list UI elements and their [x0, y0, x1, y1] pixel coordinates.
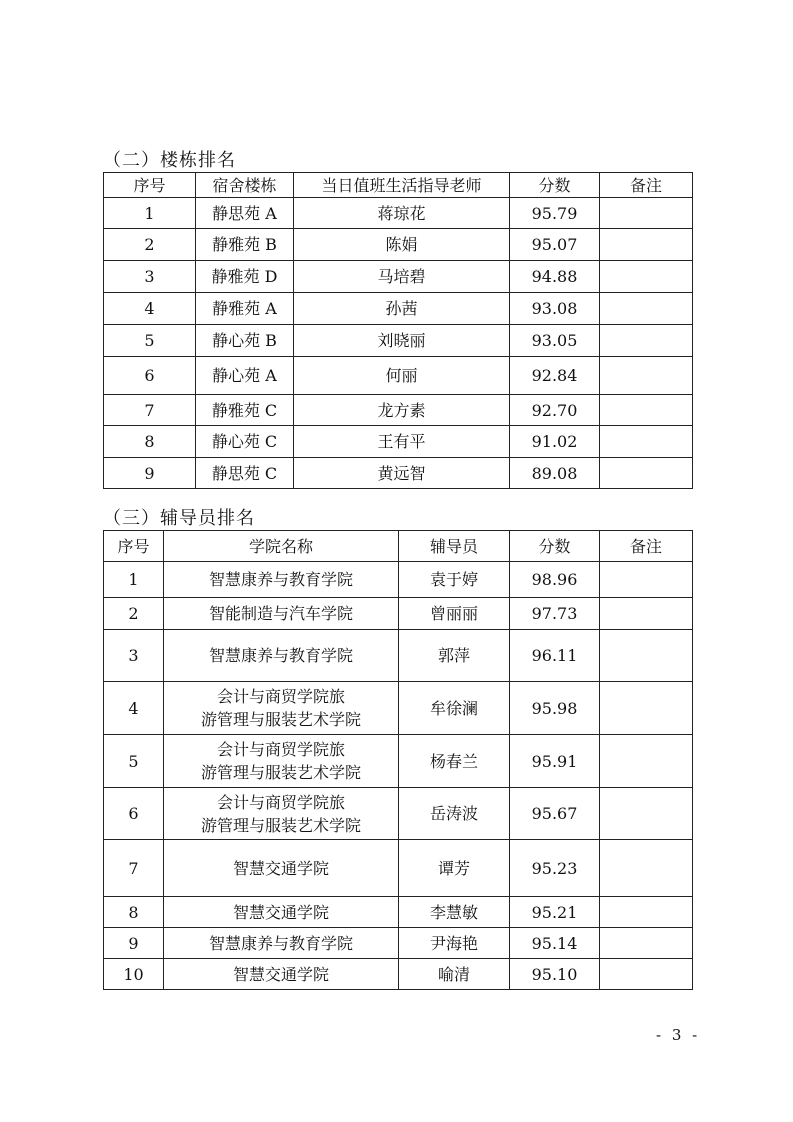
column-header: 序号 — [104, 531, 164, 562]
table-cell: 95.79 — [510, 198, 600, 229]
table-row — [104, 229, 693, 261]
table-cell: 5 — [104, 735, 164, 788]
table-cell: 蒋琼花 — [294, 198, 510, 229]
table-cell — [600, 229, 693, 261]
table-cell: 95.10 — [510, 959, 600, 990]
table-cell — [600, 261, 693, 293]
table-row — [104, 735, 693, 788]
table-row — [104, 630, 693, 682]
table-row — [104, 840, 693, 897]
table-row — [104, 562, 693, 598]
table-cell: 7 — [104, 395, 196, 426]
table-cell: 94.88 — [510, 261, 600, 293]
table-cell: 9 — [104, 458, 196, 489]
table-row — [104, 293, 693, 325]
table-cell — [600, 735, 693, 788]
table-cell: 静雅苑 A — [196, 293, 294, 325]
table-cell: 岳涛波 — [399, 788, 510, 840]
table-cell: 9 — [104, 928, 164, 959]
table-cell — [600, 788, 693, 840]
table-row — [104, 395, 693, 426]
table-cell: 92.70 — [510, 395, 600, 426]
column-header: 分数 — [510, 531, 600, 562]
table-row — [104, 788, 693, 840]
building-ranking-table — [103, 172, 693, 489]
table-cell: 牟徐澜 — [399, 682, 510, 735]
table-row — [104, 261, 693, 293]
table-cell: 95.23 — [510, 840, 600, 897]
table-cell: 2 — [104, 598, 164, 630]
table-row — [104, 897, 693, 928]
table-cell — [600, 630, 693, 682]
table-cell: 黄远智 — [294, 458, 510, 489]
table-cell: 李慧敏 — [399, 897, 510, 928]
table-cell — [600, 928, 693, 959]
column-header: 备注 — [600, 531, 693, 562]
table-header-row — [104, 531, 693, 562]
table-row — [104, 598, 693, 630]
table-cell: 陈娟 — [294, 229, 510, 261]
table-cell — [600, 325, 693, 357]
table-cell: 智能制造与汽车学院 — [164, 598, 399, 630]
counselor-ranking-table — [103, 530, 693, 990]
table-row — [104, 426, 693, 458]
column-header: 学院名称 — [164, 531, 399, 562]
table-cell — [600, 840, 693, 897]
table-cell: 4 — [104, 682, 164, 735]
table-cell: 3 — [104, 630, 164, 682]
table-cell: 1 — [104, 562, 164, 598]
table-cell: 何丽 — [294, 357, 510, 395]
table-cell: 会计与商贸学院旅 游管理与服装艺术学院 — [164, 735, 399, 788]
table-cell — [600, 458, 693, 489]
table-cell: 智慧康养与教育学院 — [164, 630, 399, 682]
table-cell: 95.67 — [510, 788, 600, 840]
table-cell: 97.73 — [510, 598, 600, 630]
table-cell: 龙方素 — [294, 395, 510, 426]
table-cell: 静雅苑 D — [196, 261, 294, 293]
table-cell: 静心苑 C — [196, 426, 294, 458]
table-cell: 98.96 — [510, 562, 600, 598]
table-cell: 杨春兰 — [399, 735, 510, 788]
column-header: 宿舍楼栋 — [196, 173, 294, 198]
table-cell — [600, 562, 693, 598]
table-cell: 会计与商贸学院旅 游管理与服装艺术学院 — [164, 682, 399, 735]
table-cell: 6 — [104, 357, 196, 395]
table-cell: 4 — [104, 293, 196, 325]
table-cell: 93.08 — [510, 293, 600, 325]
table-cell: 89.08 — [510, 458, 600, 489]
table-cell: 93.05 — [510, 325, 600, 357]
table-cell: 智慧康养与教育学院 — [164, 562, 399, 598]
table-cell: 7 — [104, 840, 164, 897]
table-cell: 孙茜 — [294, 293, 510, 325]
table-cell: 静思苑 C — [196, 458, 294, 489]
table-row — [104, 959, 693, 990]
table-cell: 95.14 — [510, 928, 600, 959]
table-cell: 2 — [104, 229, 196, 261]
table-cell: 8 — [104, 426, 196, 458]
table-cell: 谭芳 — [399, 840, 510, 897]
table-row — [104, 682, 693, 735]
table-cell: 静心苑 A — [196, 357, 294, 395]
table-cell — [600, 293, 693, 325]
table-cell: 95.91 — [510, 735, 600, 788]
table-cell: 会计与商贸学院旅 游管理与服装艺术学院 — [164, 788, 399, 840]
table-cell: 智慧交通学院 — [164, 840, 399, 897]
table-cell: 静雅苑 B — [196, 229, 294, 261]
table-cell: 96.11 — [510, 630, 600, 682]
table-cell: 智慧交通学院 — [164, 959, 399, 990]
table-header-row — [104, 173, 693, 198]
table-cell — [600, 959, 693, 990]
table-cell — [600, 395, 693, 426]
table-cell: 6 — [104, 788, 164, 840]
section3-title: （三）辅导员排名 — [103, 508, 255, 529]
table-cell — [600, 357, 693, 395]
table-cell — [600, 426, 693, 458]
table-cell: 10 — [104, 959, 164, 990]
table-cell: 马培碧 — [294, 261, 510, 293]
table-row — [104, 458, 693, 489]
table-row — [104, 198, 693, 229]
table-cell: 郭萍 — [399, 630, 510, 682]
table-cell: 95.21 — [510, 897, 600, 928]
table-cell — [600, 198, 693, 229]
table-cell: 智慧交通学院 — [164, 897, 399, 928]
table-cell: 91.02 — [510, 426, 600, 458]
table-cell — [600, 598, 693, 630]
table-cell: 智慧康养与教育学院 — [164, 928, 399, 959]
table-cell: 袁于婷 — [399, 562, 510, 598]
table-cell: 静雅苑 C — [196, 395, 294, 426]
table-cell: 静心苑 B — [196, 325, 294, 357]
table-cell: 王有平 — [294, 426, 510, 458]
table-row — [104, 357, 693, 395]
column-header: 分数 — [510, 173, 600, 198]
table-cell: 静思苑 A — [196, 198, 294, 229]
page-number: - 3 - — [656, 1026, 701, 1044]
table-row — [104, 928, 693, 959]
table-cell: 3 — [104, 261, 196, 293]
column-header: 序号 — [104, 173, 196, 198]
table-cell: 喻清 — [399, 959, 510, 990]
table-cell: 1 — [104, 198, 196, 229]
table-cell: 92.84 — [510, 357, 600, 395]
table-cell: 95.98 — [510, 682, 600, 735]
column-header: 备注 — [600, 173, 693, 198]
table-cell: 刘晓丽 — [294, 325, 510, 357]
column-header: 当日值班生活指导老师 — [294, 173, 510, 198]
table-cell: 曾丽丽 — [399, 598, 510, 630]
table-cell: 尹海艳 — [399, 928, 510, 959]
table-row — [104, 325, 693, 357]
section2-title: （二）楼栋排名 — [103, 150, 236, 171]
table-cell: 8 — [104, 897, 164, 928]
table-cell — [600, 897, 693, 928]
table-cell — [600, 682, 693, 735]
table-cell: 5 — [104, 325, 196, 357]
table-cell: 95.07 — [510, 229, 600, 261]
column-header: 辅导员 — [399, 531, 510, 562]
